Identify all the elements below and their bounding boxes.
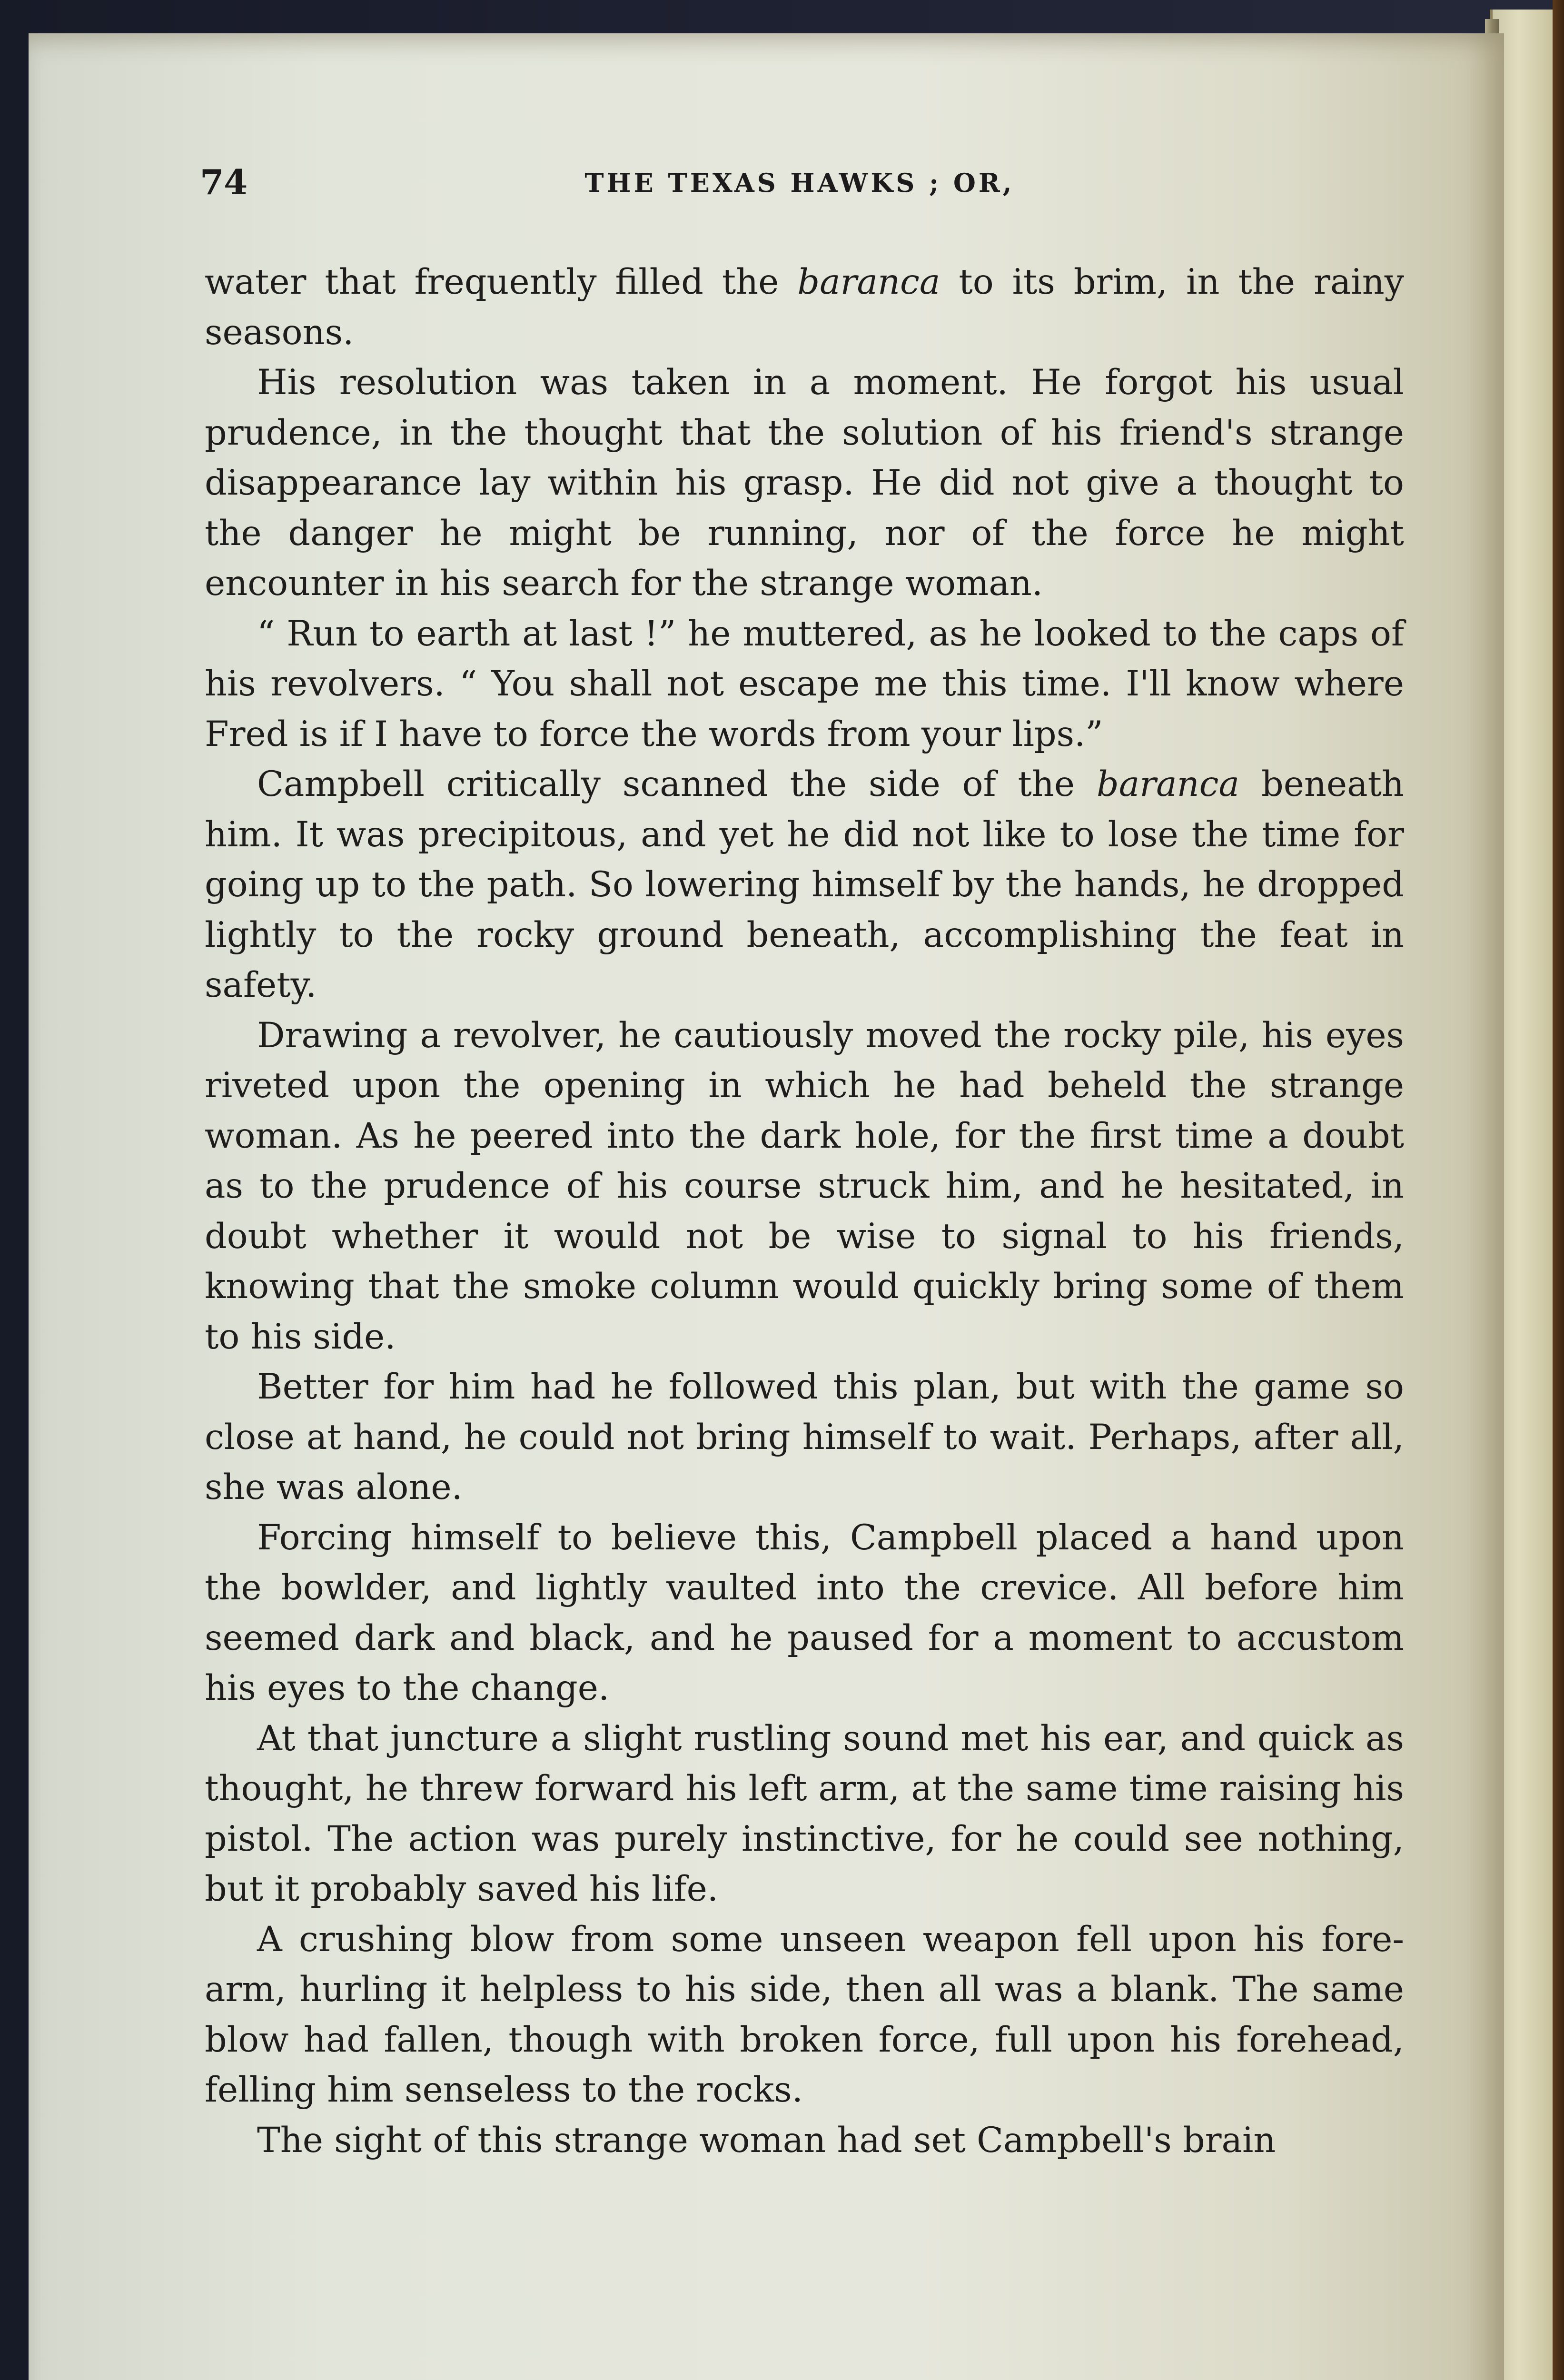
paragraph-1: water that frequently filled the baranca to its brim, in the rainy seasons.	[205, 262, 1404, 353]
paragraph-3: “ Run to earth at last !” he muttered, as he looked to the caps of his revolvers. “ You shall not escape me this time. I'll know where Fred is if I have to force the words from your lips.”	[205, 613, 1404, 754]
book-cover-edge	[1553, 0, 1564, 2380]
page-text	[205, 257, 1404, 2165]
paragraph-5: Drawing a revolver, he cautiously moved the rocky pile, his eyes riveted upon the opening in which he had beheld the strange woman. As he peered into the dark hole, for the first time a doubt as to the prudence of his course struck him, and he hesitated, in doubt whether it would not be wise to signal to his friends, knowing that the smoke column would quickly bring some of them to his side.	[205, 1015, 1404, 1357]
paragraph-10: The sight of this strange woman had set Campbell's brain	[257, 2120, 1276, 2161]
running-title: THE TEXAS HAWKS ; OR,	[584, 168, 1015, 198]
italic-word: baranca	[797, 262, 940, 302]
paragraph-2: His resolution was taken in a moment. He forgot his usual prudence, in the thought that the solution of his friend's strange disappearance lay within his grasp. He did not give a thought to the danger he might be running, nor of the force he might encounter in his search for the strange woman.	[205, 362, 1404, 604]
paragraph-8: At that juncture a slight rustling sound met his ear, and quick as thought, he threw forward his left arm, at the same time raising his pistol. The action was purely instinctive, for he could see nothing, but it probably saved his life.	[205, 1718, 1404, 1909]
paragraph-7: Forcing himself to believe this, Campbell placed a hand upon the bowlder, and lightly vaulted into the crevice. All before him seemed dark and black, and he paused for a moment to accustom his eyes to the change.	[205, 1517, 1404, 1708]
italic-word: baranca	[1096, 764, 1240, 804]
page-header	[200, 162, 1399, 214]
paragraph-4: Campbell critically scanned the side of the baranca beneath him. It was precipitous, and yet he did not like to lose the time for going up to the path. So lowering himself by the hands, he dropped lightly to the rocky ground beneath, accomplishing the feat in safety.	[205, 764, 1404, 1005]
page-number: 74	[200, 162, 248, 202]
paragraph-9: A crushing blow from some unseen weapon fell upon his fore-arm, hurling it helpless to his side, then all was a blank. The same blow had fallen, though with broken force, full upon his forehead, felling him senseless to the rocks.	[205, 1919, 1404, 2110]
paragraph-6: Better for him had he followed this plan, but with the game so close at hand, he could not bring himself to wait. Perhaps, after all, she was alone.	[205, 1367, 1404, 1507]
